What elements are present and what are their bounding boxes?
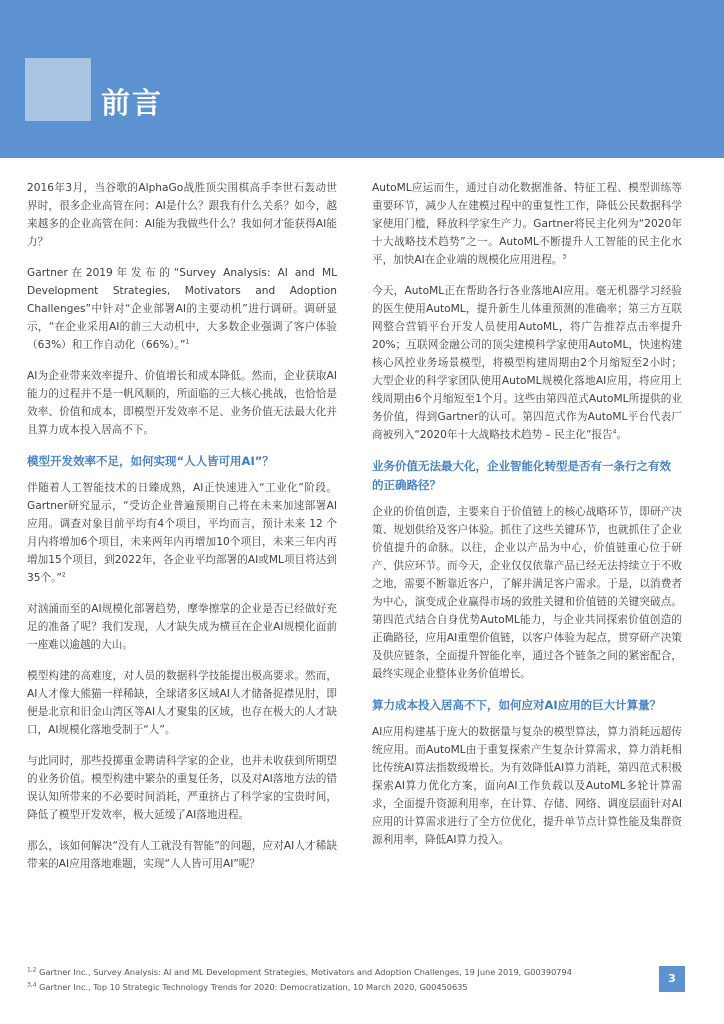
- footnote: [27, 965, 572, 980]
- paragraph: [372, 179, 682, 269]
- paragraph-text: AutoML应运而生，通过自动化数据准备、特征工程、模型训练等重要环节，减少人在建模过程中的重复性工作，降低公民数据科学家使用门槛，释放科学家生产力。Gartner将民主化列为“2020年十大战略技术趋势”之一。AutoML不断提升人工智能的民主化水平，加快AI在企业端的规模化应用进程。: [372, 182, 682, 266]
- header-banner: [0, 0, 724, 158]
- right-column: [372, 179, 682, 862]
- paragraph-text-end: 。: [616, 429, 628, 441]
- footnote-ref: 4: [612, 428, 617, 436]
- paragraph: [27, 264, 337, 354]
- paragraph: AI应用构建基于庞大的数据量与复杂的模型算法，算力消耗远超传统应用。而AutoML由于重复探索产生复杂计算需求，算力消耗相比传统AI算法指数级增长。为有效降低AI算力消耗，第四范式积极探索AI算力优化方案，面向AI工作负载以及AutoML多轮计算需求，全面提升资源利用率，在计算、存储、网络、调度层面针对AI应用的计算需求进行了全方位优化，提升单节点计算性能及集群资源利用率，降低AI算力投入。: [372, 726, 682, 846]
- footnote-text: Gartner Inc., Top 10 Strategic Technology Trends for 2020: Democratization, 10 March 2020, G00450635: [36, 982, 468, 992]
- footnote-mark: 1,2: [27, 966, 37, 974]
- footnote: [27, 980, 572, 995]
- section-heading: 业务价值无法最大化，企业智能化转型是否有一条行之有效的正确路径？: [372, 459, 671, 492]
- paragraph: 模型构建的高难度，对人员的数据科学技能提出极高要求。然而，AI人才像大熊猫一样稀缺，全球诸多区域AI人才储备捉襟见肘，即便是北京和旧金山湾区等AI人才聚集的区域，也存在极大的人才缺口，AI规模化落地受制于“人”。: [27, 670, 337, 736]
- paragraph-text: 今天，AutoML正在帮助各行各业落地AI应用。毫无机器学习经验的医生使用AutoML，提升新生儿体重预测的准确率；第三方互联网整合营销平台开发人员使用AutoML，将广告推荐点击率提升20%；互联网金融公司的顶尖建模科学家使用AutoML，快速构建核心风控业务场景模型，将模型构建周期由2个月缩短至2小时；大型企业的科学家团队使用AutoML规模化落地AI应用，将应用上线周期由6个月缩短至1个月。这些由第四范式AutoML所提供的业务价值，得到Gartner的认可。第四范式作为AutoML平台代表厂商被列入“2020年十大战略技术趋势 – 民主化”报告: [372, 285, 682, 441]
- paragraph: 与此同时，那些投掷重金聘请科学家的企业，也并未收获到所期望的业务价值。模型构建中繁杂的重复任务，以及对AI落地方法的错误认知所带来的不必要时间消耗，严重挤占了科学家的宝贵时间，降低了模型开发效率，极大延缓了AI落地进程。: [27, 755, 337, 821]
- section-heading: 算力成本投入居高不下，如何应对AI应用的巨大计算量？: [372, 698, 662, 712]
- footnote-ref: 1: [185, 338, 190, 346]
- page-number: 3: [659, 966, 685, 992]
- footnote-ref: 2: [61, 571, 66, 579]
- paragraph: [372, 282, 682, 444]
- header-decoration-square: [25, 58, 91, 121]
- paragraph: 2016年3月，当谷歌的AlphaGo战胜顶尖围棋高手李世石轰动世界时，很多企业高管在问：AI是什么？跟我有什么关系？如今，越来越多的企业高管在问：AI能为我做些什么？我如何才能获得AI能力？: [27, 182, 337, 248]
- section-heading: 模型开发效率不足，如何实现“人人皆可用AI”？: [27, 454, 274, 468]
- paragraph: [27, 479, 337, 587]
- paragraph: AI为企业带来效率提升、价值增长和成本降低。然而，企业获取AI能力的过程并不是一帆风顺的，所面临的三大核心挑战，也恰恰是效率、价值和成本，即模型开发效率不足、业务价值无法最大化并且算力成本投入居高不下。: [27, 370, 337, 436]
- footnote-mark: 3,4: [27, 981, 37, 989]
- paragraph-text: Gartner在2019年发布的“Survey Analysis: AI and ML Development Strategies, Motivators and Adoption Challenges”中针对“企业部署AI的主要动机”进行调研。调研显示，“在企业采用AI的前三大动机中，大多数企业强调了客户体验（63%）和工作自动化（66%）。”: [27, 267, 337, 351]
- paragraph: 对汹涌而至的AI规模化部署趋势，摩拳擦掌的企业是否已经做好充足的准备了呢？我们发现，人才缺失成为横亘在企业AI规模化面前一座难以逾越的大山。: [27, 603, 337, 651]
- left-column: [27, 179, 337, 886]
- footnotes: [27, 965, 572, 995]
- paragraph-text: 伴随着人工智能技术的日臻成熟，AI正快速进入“工业化”阶段。Gartner研究显示，“受访企业普遍预期自己将在未来加速部署AI应用。调查对象目前平均有4个项目，平均而言，预计未来 12 个月内将增加6个项目，未来两年内再增加10个项目，未来三年内再增加15个项目，到2022年，各企业平均部署的AI或ML项目将达到35个。”: [27, 482, 337, 584]
- paragraph: 企业的价值创造，主要来自于价值链上的核心战略环节，即研产决策、规划供给及客户体验。抓住了这些关键环节，也就抓住了企业价值提升的命脉。以往，企业以产品为中心，价值链重心位于研产、供应环节。而今天，企业仅仅依靠产品已经无法持续立于不败之地，需要不断靠近客户，了解并满足客户需求。于是，以消费者为中心，演变成企业赢得市场的致胜关键和价值链的关键突破点。第四范式结合自身优势AutoML能力，与企业共同探索价值创造的正确路径，应用AI重塑价值链，以客户体验为起点，贯穿研产决策及供应链条，全面提升智能化率，通过各个链条之间的紧密配合，最终实现企业整体业务价值增长。: [372, 506, 682, 680]
- paragraph: 那么，该如何解决“没有人工就没有智能”的问题，应对AI人才稀缺带来的AI应用落地难题，实现“人人皆可用AI”呢？: [27, 840, 337, 870]
- footnote-ref: 3: [562, 253, 567, 261]
- footnote-text: Gartner Inc., Survey Analysis: AI and ML Development Strategies, Motivators and Adoption Challenges, 19 June 2019, G00390794: [36, 967, 572, 977]
- page-title: 前言: [101, 86, 164, 120]
